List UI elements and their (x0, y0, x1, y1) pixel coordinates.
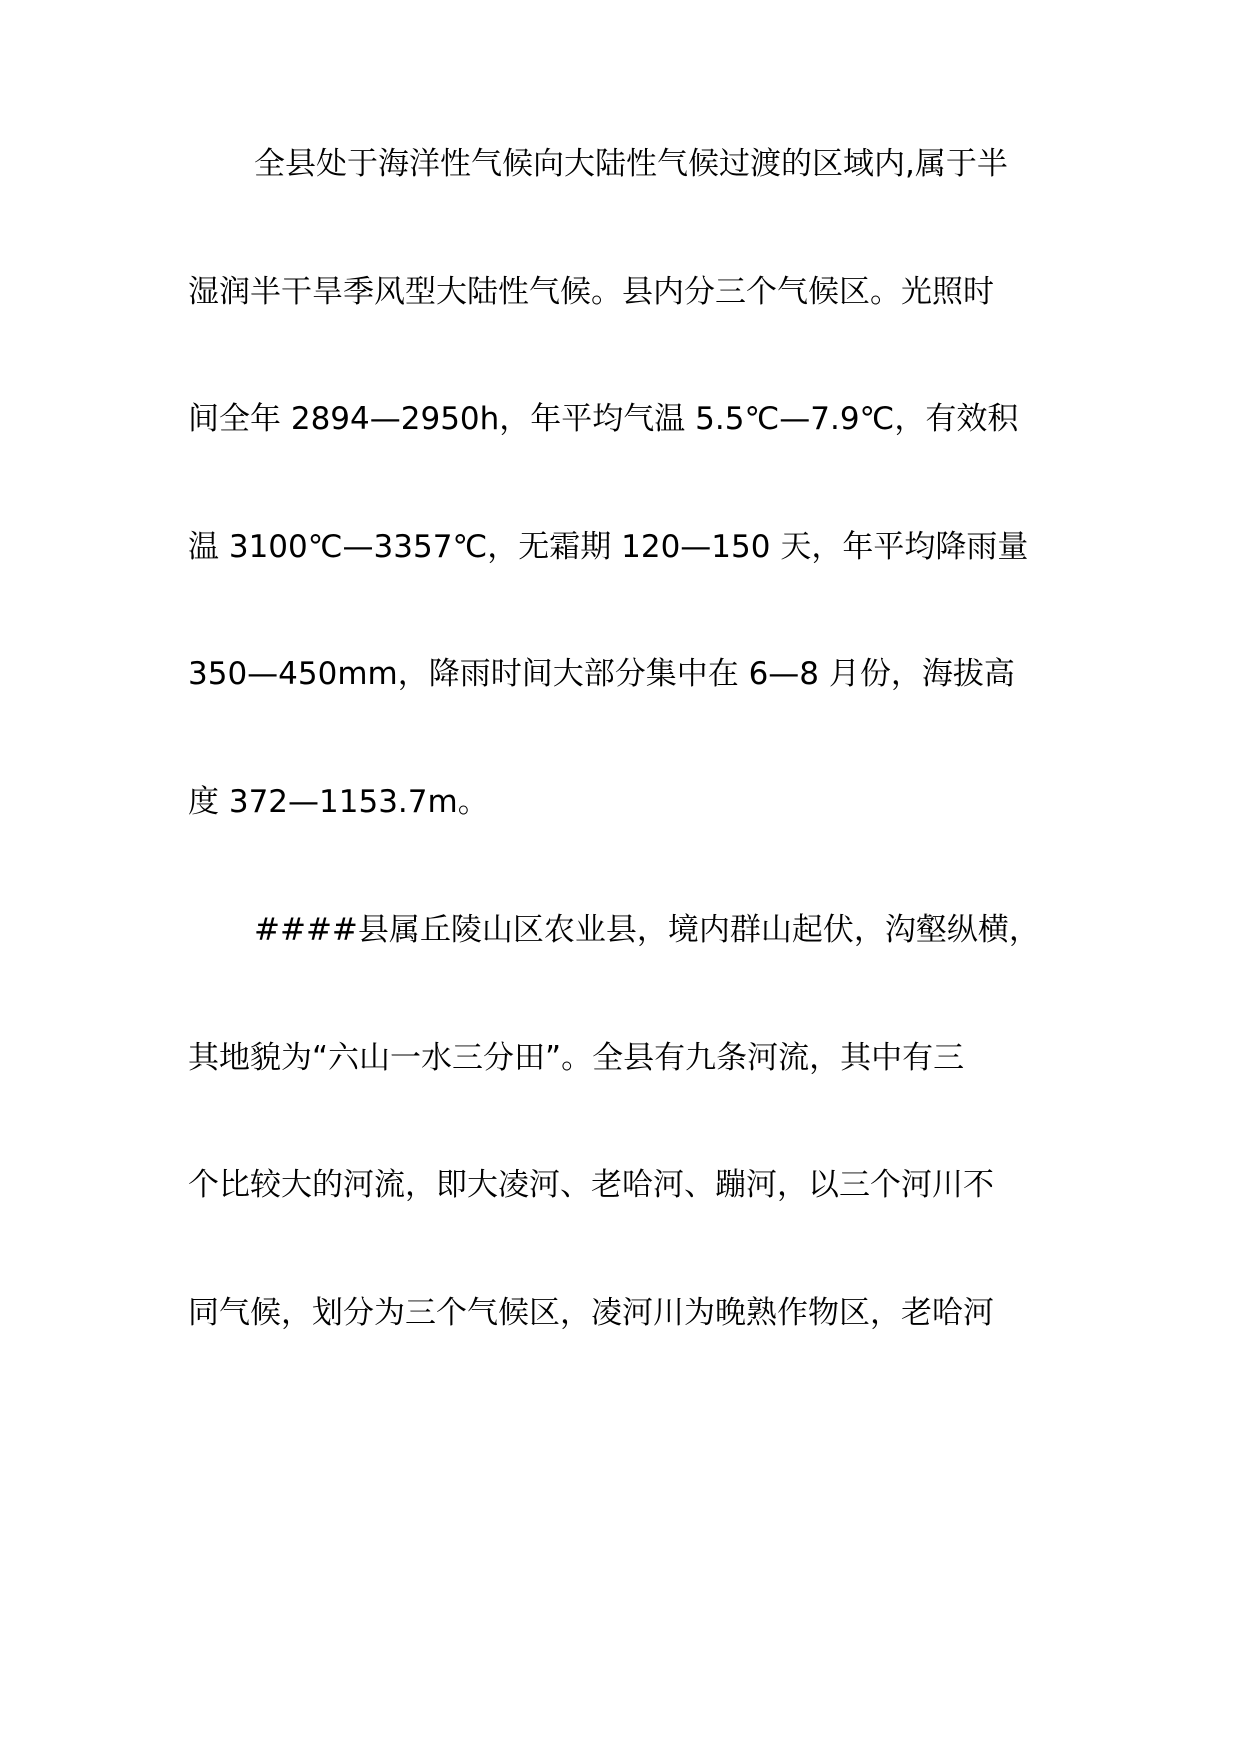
paragraph-2-line-2: 其地貌为“六山一水三分田”。全县有九条河流，其中有三 (188, 1040, 965, 1076)
paragraph-1-line-1: 全县处于海洋性气候向大陆性气候过渡的区域内,属于半 (254, 146, 1008, 182)
paragraph-1-line-6: 度 372—1153.7m。 (188, 784, 489, 820)
paragraph-1-line-2: 湿润半干旱季风型大陆性气候。县内分三个气候区。光照时 (188, 274, 994, 310)
paragraph-1-line-3: 间全年 2894—2950h，年平均气温 5.5℃—7.9℃，有效积 (188, 401, 1019, 437)
paragraph-1-line-4: 温 3100℃—3357℃，无霜期 120—150 天，年平均降雨量 (188, 529, 1029, 565)
paragraph-1-line-5: 350—450mm，降雨时间大部分集中在 6—8 月份，海拔高 (188, 656, 1015, 692)
paragraph-2-line-4: 同气候，划分为三个气候区，凌河川为晚熟作物区，老哈河 (188, 1295, 994, 1331)
paragraph-2-line-3: 个比较大的河流，即大凌河、老哈河、蹦河，以三个河川不 (188, 1167, 994, 1203)
paragraph-2-line-1: ####县属丘陵山区农业县，境内群山起伏，沟壑纵横， (254, 912, 1040, 948)
